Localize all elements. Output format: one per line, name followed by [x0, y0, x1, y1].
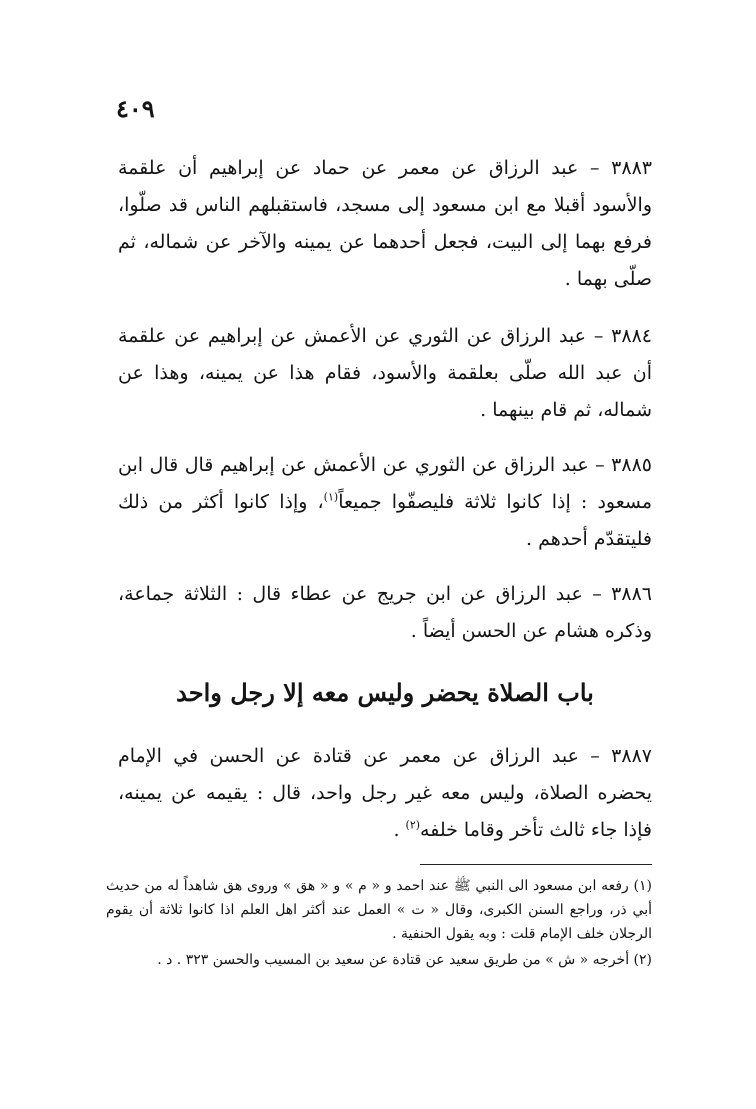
hadith-3884: ٣٨٨٤ – عبد الرزاق عن الثوري عن الأعمش عن إبراهيم عن علقمة أن عبد الله صلّى بعلقمة والأسود، فقام هذا عن يمينه، وهذا عن شماله، ثم قام بينهما .	[118, 325, 652, 421]
hadith-3885	[118, 447, 652, 558]
footnote-ref-1: (١)	[323, 490, 339, 504]
chapter-title: باب الصلاة يحضر وليس معه إلا رجل واحد	[176, 678, 594, 707]
hadith-3886: ٣٨٨٦ – عبد الرزاق عن ابن جريج عن عطاء قال : الثلاثة جماعة، وذكره هشام عن الحسن أيضاً .	[118, 583, 652, 642]
footnotes	[106, 874, 652, 972]
hadith-3885-text-start: ٣٨٨٥ – عبد الرزاق عن الثوري عن الأعمش عن إبراهيم قال قال ابن مسعود : إذا كانوا ثلاثة فليصفّوا جميعاً	[118, 454, 653, 513]
footnote-divider	[420, 864, 652, 865]
page-number: ٤٠٩	[116, 94, 155, 123]
hadith-3883: ٣٨٨٣ – عبد الرزاق عن معمر عن حماد عن إبراهيم أن علقمة والأسود أقبلا مع ابن مسعود إلى مسجد، فاستقبلهم الناس قد صلّوا، فرفع بهما إلى البيت، فجعل أحدهما عن يمينه والآخر عن شماله، ثم صلّى بهما .	[118, 157, 652, 290]
footnote-ref-2: (٢)	[405, 818, 421, 832]
hadith-3887-text-end: .	[393, 819, 406, 841]
hadith-3885-text-end: ، وإذا كانوا أكثر من ذلك فليتقدّم أحدهم .	[118, 491, 652, 550]
hadith-3887-text-start: ٣٨٨٧ – عبد الرزاق عن معمر عن قتادة عن الحسن في الإمام يحضره الصلاة، وليس معه غير رجل واحد، قال : يقيمه عن يمينه، فإذا جاء ثالث تأخر وقاما خلفه	[118, 745, 652, 841]
footnote-2: (٢) أخرجه « ش » من طريق سعيد عن قتادة عن سعيد بن المسيب والحسن ٣٢٣ . د .	[157, 952, 652, 968]
hadith-3887	[118, 738, 652, 849]
footnote-1: (١) رفعه ابن مسعود الى النبي ﷺ عند احمد و « م » و « هق » وروى هق شاهداً له من حديث أبي ذر، وراجع السنن الكبرى، وقال « ت » العمل عند أكثر اهل العلم اذا كانوا ثلاثة أن يقوم الرجلان خلف الإمام قلت : وبه يقول الحنفية .	[106, 878, 652, 942]
